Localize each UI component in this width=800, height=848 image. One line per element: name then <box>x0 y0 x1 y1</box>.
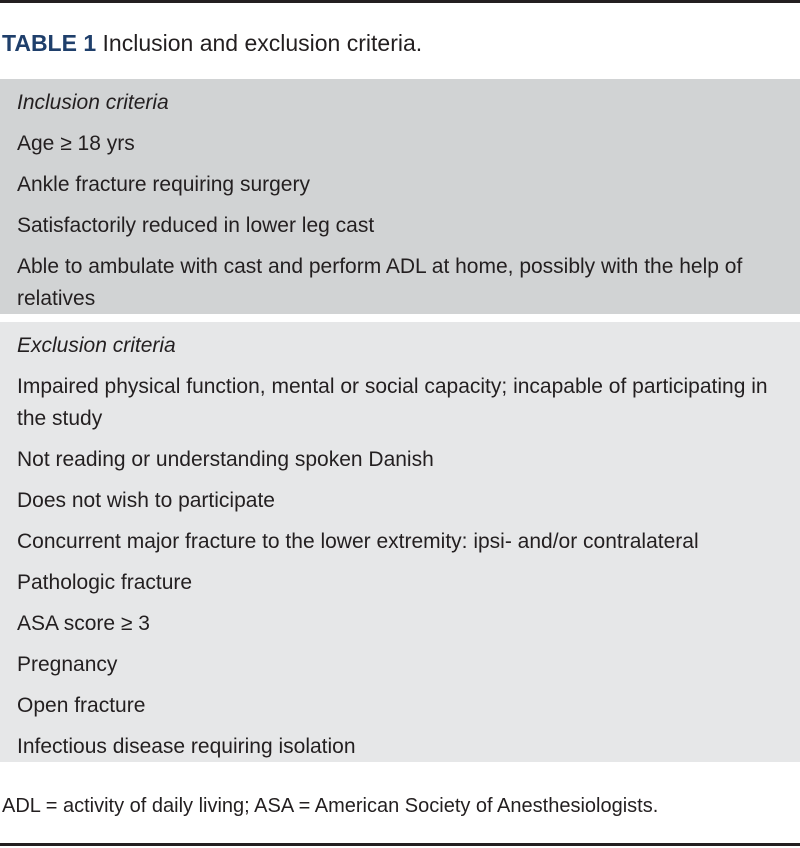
table-footnote: ADL = activity of daily living; ASA = American Society of Anesthesiologists. <box>2 795 659 817</box>
exclusion-item: Pathologic fracture <box>17 570 193 594</box>
criteria-table <box>0 79 800 768</box>
table-title: Inclusion and exclusion criteria. <box>102 30 423 56</box>
table-label: TABLE 1 <box>2 30 97 56</box>
inclusion-section <box>0 79 800 314</box>
exclusion-section <box>0 320 800 762</box>
bottom-rule <box>0 843 800 846</box>
exclusion-item: Pregnancy <box>17 652 118 676</box>
exclusion-item: Does not wish to participate <box>17 488 275 512</box>
inclusion-item: Satisfactorily reduced in lower leg cast <box>17 214 375 237</box>
exclusion-item: Concurrent major fracture to the lower extremity: ipsi- and/or contralateral <box>17 529 699 553</box>
inclusion-item: Age ≥ 18 yrs <box>17 132 135 155</box>
exclusion-item: Open fracture <box>17 693 146 717</box>
inclusion-item: Able to ambulate with cast and perform ADL at home, possibly with the help of relatives <box>17 255 743 310</box>
exclusion-item: Infectious disease requiring isolation <box>17 734 356 758</box>
inclusion-heading: Inclusion criteria <box>17 91 169 114</box>
top-rule <box>0 0 800 3</box>
exclusion-heading: Exclusion criteria <box>17 334 176 357</box>
inclusion-item: Ankle fracture requiring surgery <box>17 173 310 196</box>
exclusion-item: Not reading or understanding spoken Danish <box>17 447 434 471</box>
table-caption <box>2 28 422 58</box>
exclusion-item: ASA score ≥ 3 <box>17 611 150 635</box>
exclusion-item: Impaired physical function, mental or social capacity; incapable of participating in the study <box>17 375 768 430</box>
